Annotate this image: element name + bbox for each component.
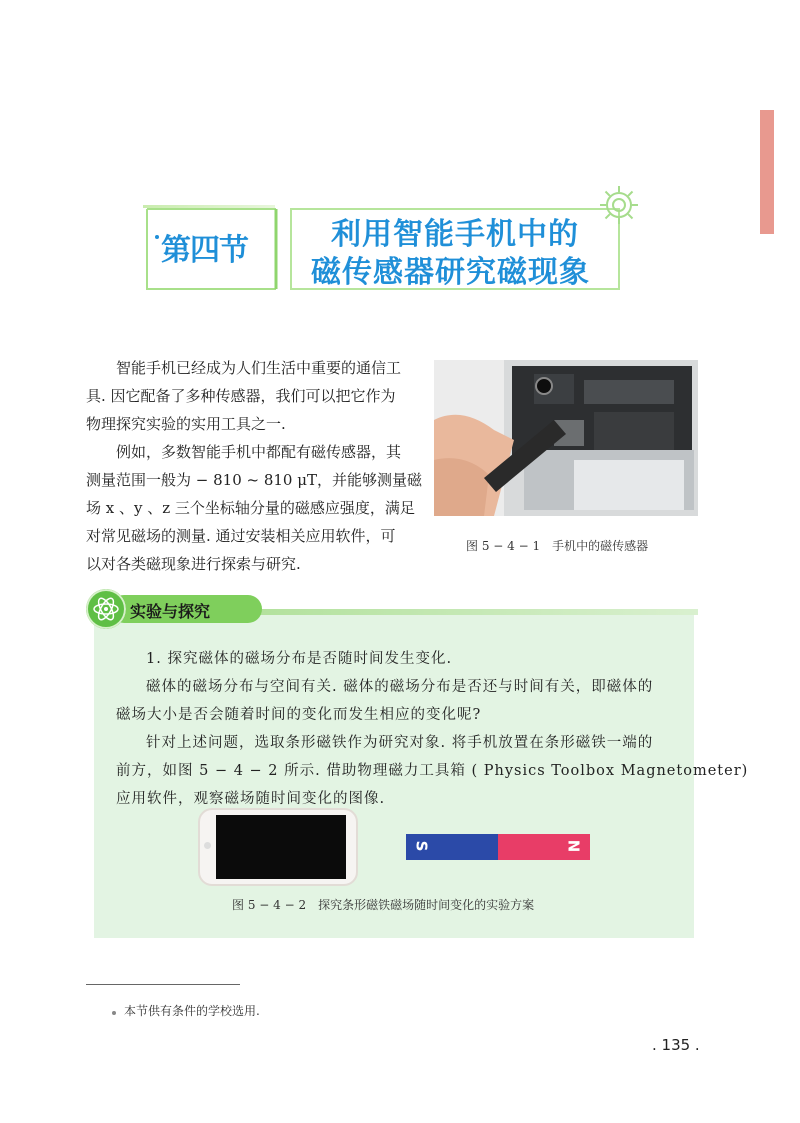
section-banner bbox=[141, 205, 627, 293]
section-title-line2: 磁传感器研究磁现象 bbox=[311, 255, 590, 290]
intro-line: 场 x 、y 、z 三个坐标轴分量的磁感应强度，满足 bbox=[86, 499, 415, 517]
phone-home-button bbox=[204, 842, 211, 849]
side-chapter-tab bbox=[760, 110, 774, 410]
explore-line: 应用软件，观察磁场随时间变化的图像. bbox=[116, 791, 386, 807]
side-tab-color-bar bbox=[760, 110, 774, 234]
intro-line: 测量范围一般为 − 810 ~ 810 μT，并能够测量磁 bbox=[86, 471, 422, 489]
footnote: 本节供有条件的学校选用. bbox=[124, 1004, 260, 1018]
intro-line: 对常见磁场的测量. 通过安装相关应用软件，可 bbox=[86, 527, 396, 545]
figure2-caption: 图 5 − 4 − 2 探究条形磁铁磁场随时间变化的实验方案 bbox=[232, 898, 535, 912]
explore-line: 磁体的磁场分布与空间有关. 磁体的磁场分布是否还与时间有关，即磁体的 bbox=[146, 679, 654, 695]
intro-line: 智能手机已经成为人们生活中重要的通信工 bbox=[116, 359, 402, 377]
section-marker-dot bbox=[155, 235, 159, 239]
explore-text bbox=[116, 645, 749, 813]
section-title-line1: 利用智能手机中的 bbox=[331, 217, 579, 252]
explore-line: 磁场大小是否会随着时间的变化而发生相应的变化呢? bbox=[116, 707, 482, 723]
footnote-rule bbox=[86, 984, 240, 985]
smartphone-illustration bbox=[198, 808, 358, 886]
magnet-south-label: S bbox=[412, 840, 431, 852]
intro-paragraph bbox=[86, 354, 426, 578]
gear-icon bbox=[596, 182, 642, 228]
explore-line: 前方，如图 5 − 4 − 2 所示. 借助物理磁力工具箱 ( Physics Toolbox Magnetometer) bbox=[116, 763, 749, 779]
figure1-caption: 图 5 − 4 − 1 手机中的磁传感器 bbox=[466, 539, 649, 553]
intro-line: 以对各类磁现象进行探索与研究. bbox=[86, 555, 301, 573]
phone-screen bbox=[216, 815, 346, 879]
magnet-north-label: N bbox=[564, 839, 583, 853]
intro-line: 例如，多数智能手机中都配有磁传感器，其 bbox=[116, 443, 402, 461]
section-label: 第四节 bbox=[161, 233, 248, 268]
atom-icon bbox=[86, 589, 126, 629]
explore-box-header bbox=[86, 591, 698, 627]
phone-sensor-photo bbox=[434, 360, 698, 516]
intro-line: 具. 因它配备了多种传感器，我们可以把它作为 bbox=[86, 387, 396, 405]
explore-line: 针对上述问题，选取条形磁铁作为研究对象. 将手机放置在条形磁铁一端的 bbox=[146, 735, 654, 751]
explore-line: 1. 探究磁体的磁场分布是否随时间发生变化. bbox=[146, 651, 453, 667]
intro-line: 物理探究实验的实用工具之一. bbox=[86, 415, 286, 433]
bar-magnet bbox=[406, 834, 590, 860]
footnote-marker bbox=[112, 1011, 116, 1015]
page-number: . 135 . bbox=[652, 1036, 700, 1054]
explore-heading: 实验与探究 bbox=[130, 602, 211, 621]
